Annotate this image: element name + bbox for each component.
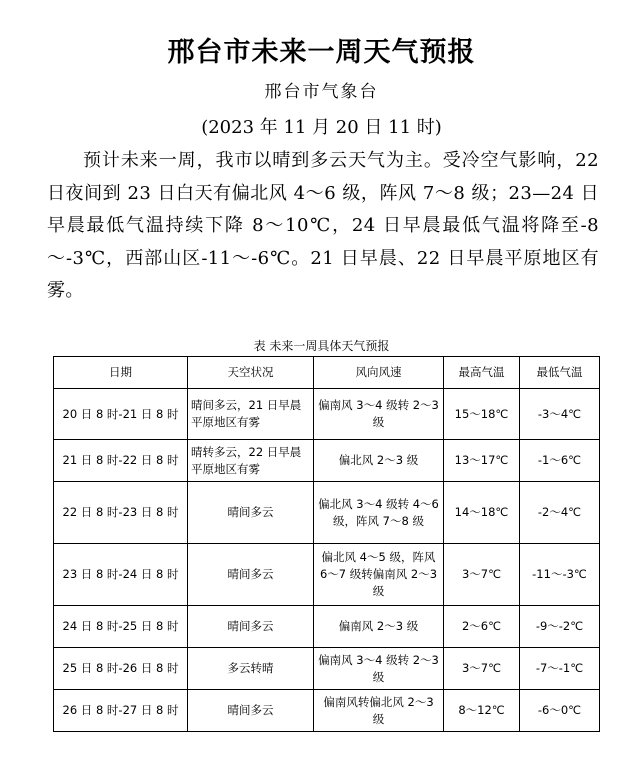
cell-date: 24 日 8 时-25 日 8 时 [54, 606, 188, 648]
forecast-table [53, 356, 600, 732]
issuer-name: 邢台市气象台 [264, 82, 379, 102]
cell-wind: 偏南风转偏北风 2～3 级 [314, 690, 444, 732]
cell-sky: 晴间多云 [188, 482, 314, 544]
cell-date: 21 日 8 时-22 日 8 时 [54, 440, 188, 482]
cell-high-temp: 14～18℃ [444, 482, 520, 544]
table-row [54, 482, 600, 544]
cell-wind: 偏北风 3～4 级转 4～6 级，阵风 7～8 级 [314, 482, 444, 544]
cell-wind: 偏北风 2～3 级 [314, 440, 444, 482]
table-row [54, 690, 600, 732]
table-row [54, 648, 600, 690]
cell-sky: 晴间多云 [188, 544, 314, 606]
cell-high-temp: 2～6℃ [444, 606, 520, 648]
header-wind: 风向风速 [314, 357, 444, 389]
cell-sky: 晴转多云，22 日早晨平原地区有雾 [188, 440, 314, 482]
cell-date: 22 日 8 时-23 日 8 时 [54, 482, 188, 544]
header-sky: 天空状况 [188, 357, 314, 389]
cell-sky: 多云转晴 [188, 648, 314, 690]
cell-date: 25 日 8 时-26 日 8 时 [54, 648, 188, 690]
cell-low-temp: -11～-3℃ [520, 544, 600, 606]
cell-date: 23 日 8 时-24 日 8 时 [54, 544, 188, 606]
cell-date: 26 日 8 时-27 日 8 时 [54, 690, 188, 732]
cell-date: 20 日 8 时-21 日 8 时 [54, 389, 188, 440]
cell-sky: 晴间多云 [188, 690, 314, 732]
cell-wind: 偏北风 4～5 级，阵风 6～7 级转偏南风 2～3 级 [314, 544, 444, 606]
table-header-row [54, 357, 600, 389]
table-row [54, 544, 600, 606]
cell-high-temp: 3～7℃ [444, 544, 520, 606]
forecast-summary-paragraph: 预计未来一周，我市以晴到多云天气为主。受冷空气影响，22 日夜间到 23 日白天有偏北风 4～6 级，阵风 7～8 级；23—24 日早晨最低气温持续下降 8～10℃，24 日早晨最低气温将降至-8～-3℃，西部山区-11～-6℃。21 日早晨、22 日早晨平原地区有雾。 [47, 150, 599, 301]
cell-high-temp: 13～17℃ [444, 440, 520, 482]
cell-low-temp: -9～-2℃ [520, 606, 600, 648]
cell-low-temp: -6～0℃ [520, 690, 600, 732]
table-row [54, 606, 600, 648]
document-title: 邢台市未来一周天气预报 [167, 37, 476, 68]
cell-high-temp: 8～12℃ [444, 690, 520, 732]
cell-high-temp: 3～7℃ [444, 648, 520, 690]
cell-sky: 晴间多云，21 日早晨平原地区有雾 [188, 389, 314, 440]
header-low-temp: 最低气温 [520, 357, 600, 389]
issue-date: (2023 年 11 月 20 日 11 时) [201, 117, 442, 138]
cell-low-temp: -3～4℃ [520, 389, 600, 440]
header-date: 日期 [54, 357, 188, 389]
cell-high-temp: 15～18℃ [444, 389, 520, 440]
cell-wind: 偏南风 2～3 级 [314, 606, 444, 648]
cell-low-temp: -7～-1℃ [520, 648, 600, 690]
cell-wind: 偏南风 3～4 级转 2～3 级 [314, 389, 444, 440]
table-row [54, 440, 600, 482]
cell-low-temp: -1～6℃ [520, 440, 600, 482]
table-caption: 表 未来一周具体天气预报 [253, 339, 390, 353]
table-row [54, 389, 600, 440]
cell-low-temp: -2～4℃ [520, 482, 600, 544]
header-high-temp: 最高气温 [444, 357, 520, 389]
cell-sky: 晴间多云 [188, 606, 314, 648]
cell-wind: 偏南风 3～4 级转 2～3 级 [314, 648, 444, 690]
